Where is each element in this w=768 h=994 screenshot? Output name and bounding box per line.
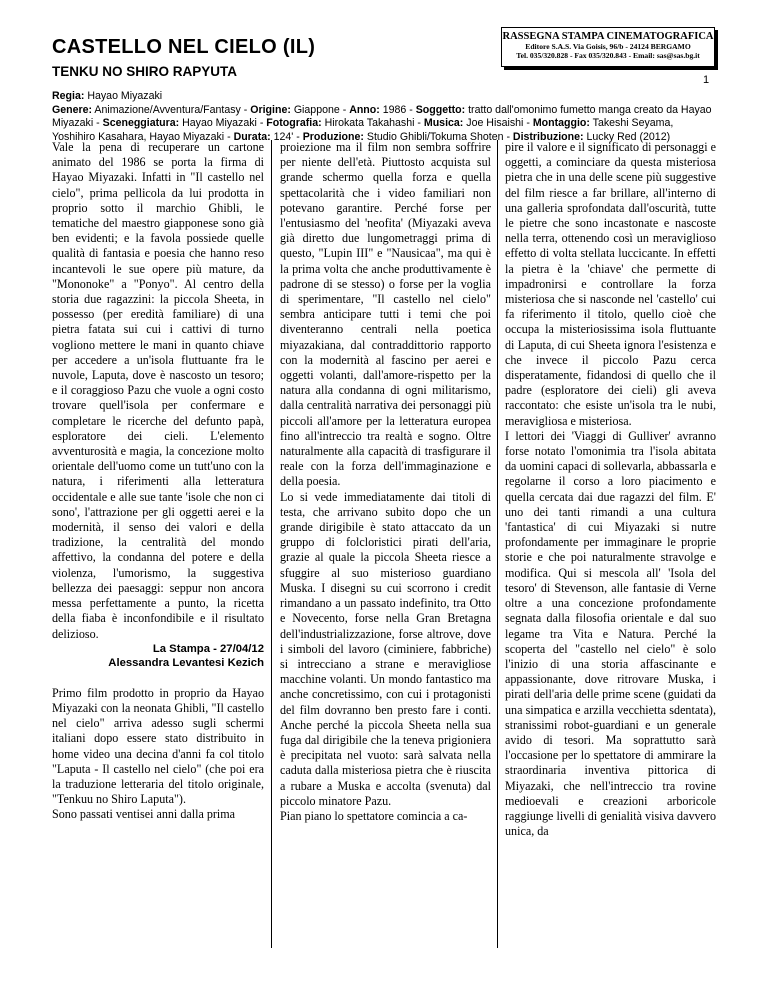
origin-label: Origine:: [250, 103, 291, 116]
director-value: Hayao Miyazaki: [84, 90, 163, 102]
photography-value: Hirokata Takahashi -: [321, 117, 424, 129]
column-divider: [271, 140, 272, 948]
origin-value: Giappone -: [290, 103, 350, 116]
film-title: CASTELLO NEL CIELO (IL): [52, 36, 316, 58]
year-label: Anno:: [349, 103, 380, 116]
credits-details: [52, 104, 716, 145]
photography-label: Fotografia:: [266, 117, 322, 129]
article-column-2: [280, 140, 491, 824]
review-2-text-part-2: proiezione ma il film non sembra soffrire per niente dell'età. Piuttosto acquista sul grande schermo quella forza e quella spettacolarità che i video familiari non potevano garantire. Perché forse per l'entusiasmo del 'neofita' (Miyazaki aveva già diretto due lungometraggi prima di questo, "Lupin III" e "Nausicaa", ma qui è la prima volta che anche produttivamente è padrone di se stesso) o forse per la voglia di sperimentare, "Il castello nel cielo" sembra anticipare tutti i temi che poi diventeranno centrali nella poetica miyazakiana, dal contraddittorio rapporto con la modernità al fascino per aerei e oggetti volanti, dall'amore-rispetto per la natura alla condanna di ogni militarismo, dalla centralità narrativa dei personaggi più piccoli all'amore per la letteratura europea fino all'intreccio tra realtà e sogno. Oltre naturalmente alla capacità di trasfigurare il reale con la forza dell'immaginazione e della poesia. Lo si vede immediatamente dai titoli di testa, che arrivano subito dopo che un grande dirigibile è stato attaccato da un gruppo di folcloristici pirati dell'aria, grazie al quale la piccola Sheeta riesce a sfuggire al suo misterioso guardiano Muska. I disegni su cui scorrono i credit rimandano a un passato indefinito, tra Otto e Novecento, forse nella Gran Bretagna dell'industrializzazione, forse altrove, dove i simboli del lavoro (ciminiere, fabbriche) si intrecciano a strane e meravigliose macchine volanti. Un mondo fantastico ma anche concretissimo, con cui i protagonisti del film dovranno ben presto fare i conti. Anche perché la piccola Sheeta nella sua fuga dal dirigibile che la teneva prigioniera è precipitata nel vuoto: sarà salvata nella caduta dalla misteriosa pietra che è riuscita a rubare a Muska e accolta (svenuta) dal piccolo minatore Pazu. Pian piano lo spettatore comincia a ca-: [280, 140, 491, 823]
production-label: Produzione:: [302, 130, 364, 143]
editing-label: Montaggio:: [532, 117, 590, 129]
review-1-source: La Stampa - 27/04/12: [152, 642, 264, 655]
publisher-address: Editore S.A.S. Via Goisis, 96/b - 24124 BERGAMO: [525, 42, 691, 51]
distribution-label: Distribuzione:: [512, 130, 584, 143]
music-value: Joe Hisaishi -: [463, 117, 533, 129]
genre-value: Animazione/Avventura/Fantasy -: [92, 103, 251, 116]
publisher-heading: RASSEGNA STAMPA CINEMATOGRAFICA: [502, 31, 714, 42]
genre-label: Genere:: [52, 103, 93, 116]
review-2-text-part-1: Primo film prodotto in proprio da Hayao Miyazaki con la neonata Ghibli, "Il castello nel cielo" arriva adesso sugli schermi italiani dopo essere stato distribuito in home video una decina d'anni fa col titolo "Laputa - Il castello nel cielo" (che poi era la traduzione letteraria del titolo originale, "Tenkuu no Shiro Laputa"). Sono passati ventisei anni dalla prima: [52, 685, 264, 822]
film-credits: [52, 90, 716, 144]
review-2-text-part-3: pire il valore e il significato di personaggi e oggetti, a cominciare da questa misteriosa pietra che in una delle scene più suggestive del film riesce a far brillare, all'interno di una galleria sprofondata dall'oscurità, tutte le pietre che sono incastonate e nascoste nella terra, ottenendo così un meraviglioso effetto di volta stellata luccicante. In effetti la pietra è la 'chiave' che permette di impadronirsi e controllare la forza misteriosa che si nasconde nel 'castello' cui fa riferimento il titolo, quello cioè che occupa la misteriosissima isola fluttuante di Laputa, di cui Sheeta ignora l'esistenza e che invece il piccolo Pazu cerca disperatamente, fidandosi di quello che il padre (esploratore dei cieli) gli aveva raccontato: che esiste un'isola tra le nubi, meravigliosa e misteriosa. I lettori dei 'Viaggi di Gulliver' avranno forse notato l'omonimia tra l'isola abitata da uomini capaci di sollevarla, abbassarla e regolarne il corso a loro piacimento e quella cercata dai due ragazzi del film. E' uno dei tanti rimandi a una cultura 'fantastica' di cui Miyazaki si nutre profondamente per immaginare le proprie storie e che poi naturalmente stravolge e modifica. Qui si mescola all' 'Isola del tesoro' di Stevenson, alle fantasie di Verne oltre a una concezione profondamente segnata dalla filosofia orientale e dal suo legame tra Vita e Natura. Perché la scoperta del "castello nel cielo" è solo l'inizio di una storia affascinante e appassionante, dove ritrovare Muska, i pirati dell'aria delle prime scene (guidati da una simpatica e arzilla vecchietta sdentata), stranissimi robot-guardiani e un generale avido di tesori. Ma soprattutto sarà l'occasione per lo spettatore di ammirare la straordinaria inventiva pittorica di Miyazaki, che nell'intreccio tra rovine medioevali e creazioni arboricole raggiunge livelli di genialità visiva davvero unica, da: [505, 140, 716, 839]
page-number: 1: [703, 74, 710, 86]
review-1-text: Vale la pena di recuperare un cartone animato del 1986 se porta la firma di Hayao Miyazaki. Infatti in "Il castello nel cielo", prima pellicola da lui prodotta in proprio sotto il marchio Ghibli, le tematiche del maestro giapponese sono già ben evidenti; e la favola possiede quelle qualità di fantasia e poesia che hanno reso incantevoli le sue opere più mature, da "Mononoke" a "Ponyo". Al centro della storia due ragazzini: la piccola Sheeta, in possesso (per eredità familiare) di una pietra fatata sui cui i cattivi di turno vogliono mettere le mani in quanto chiave per accedere a un'isola fluttuante fra le nuvole, Laputa, dove è nascosto un tesoro; e il coraggioso Pazu che vuole a ogni costo trovare quell'isola per confermare e completare le ricerche del defunto papà, esploratore dei cieli. L'elemento avventurosità e magia, la concezione molto orientale dell'uomo come un tutt'uno con la natura, i riferimenti alla letteratura occidentale e alle sue tante 'isole che non ci sono', l'attrazione per gli oggetti aerei e la modernità, il senso dei valori e della tradizione, la centralità del mondo affettivo, la condanna del potere e della violenza, l'umorismo, la suggestiva bellezza dei paesaggi: seppur non ancora messa perfettamente a punto, la ricetta della fiaba è inconfondibile e il risultato delizioso.: [52, 140, 264, 641]
screenplay-value: Hayao Miyazaki -: [179, 117, 267, 129]
production-value: Studio Ghibli/Tokuma Shoten -: [363, 130, 513, 143]
film-original-title: TENKU NO SHIRO RAPYUTA: [52, 64, 238, 79]
distribution-value: Lucky Red (2012): [583, 130, 671, 143]
screenplay-label: Sceneggiatura:: [102, 117, 180, 129]
duration-label: Durata:: [233, 130, 271, 143]
director-label: Regia:: [52, 90, 85, 102]
year-value: 1986 -: [379, 103, 416, 116]
article-column-3: [505, 140, 716, 839]
review-1-author: Alessandra Levantesi Kezich: [108, 657, 264, 670]
story-label: Soggetto:: [415, 103, 466, 116]
publisher-box: [501, 27, 715, 67]
director-line: [52, 90, 716, 104]
editing-value: Takeshi Seyama, Yoshihiro Kasahara, Hayao Miyazaki -: [52, 117, 674, 143]
duration-value: 124' -: [270, 130, 303, 143]
column-divider: [497, 140, 498, 948]
story-value: tratto dall'omonimo fumetto manga creato da Hayao Miyazaki -: [52, 103, 712, 129]
music-label: Musica:: [423, 117, 464, 129]
publisher-contacts: Tel. 035/320.828 - Fax 035/320.843 - Email: sas@sas.bg.it: [516, 51, 700, 60]
article-column-1: [52, 140, 264, 823]
